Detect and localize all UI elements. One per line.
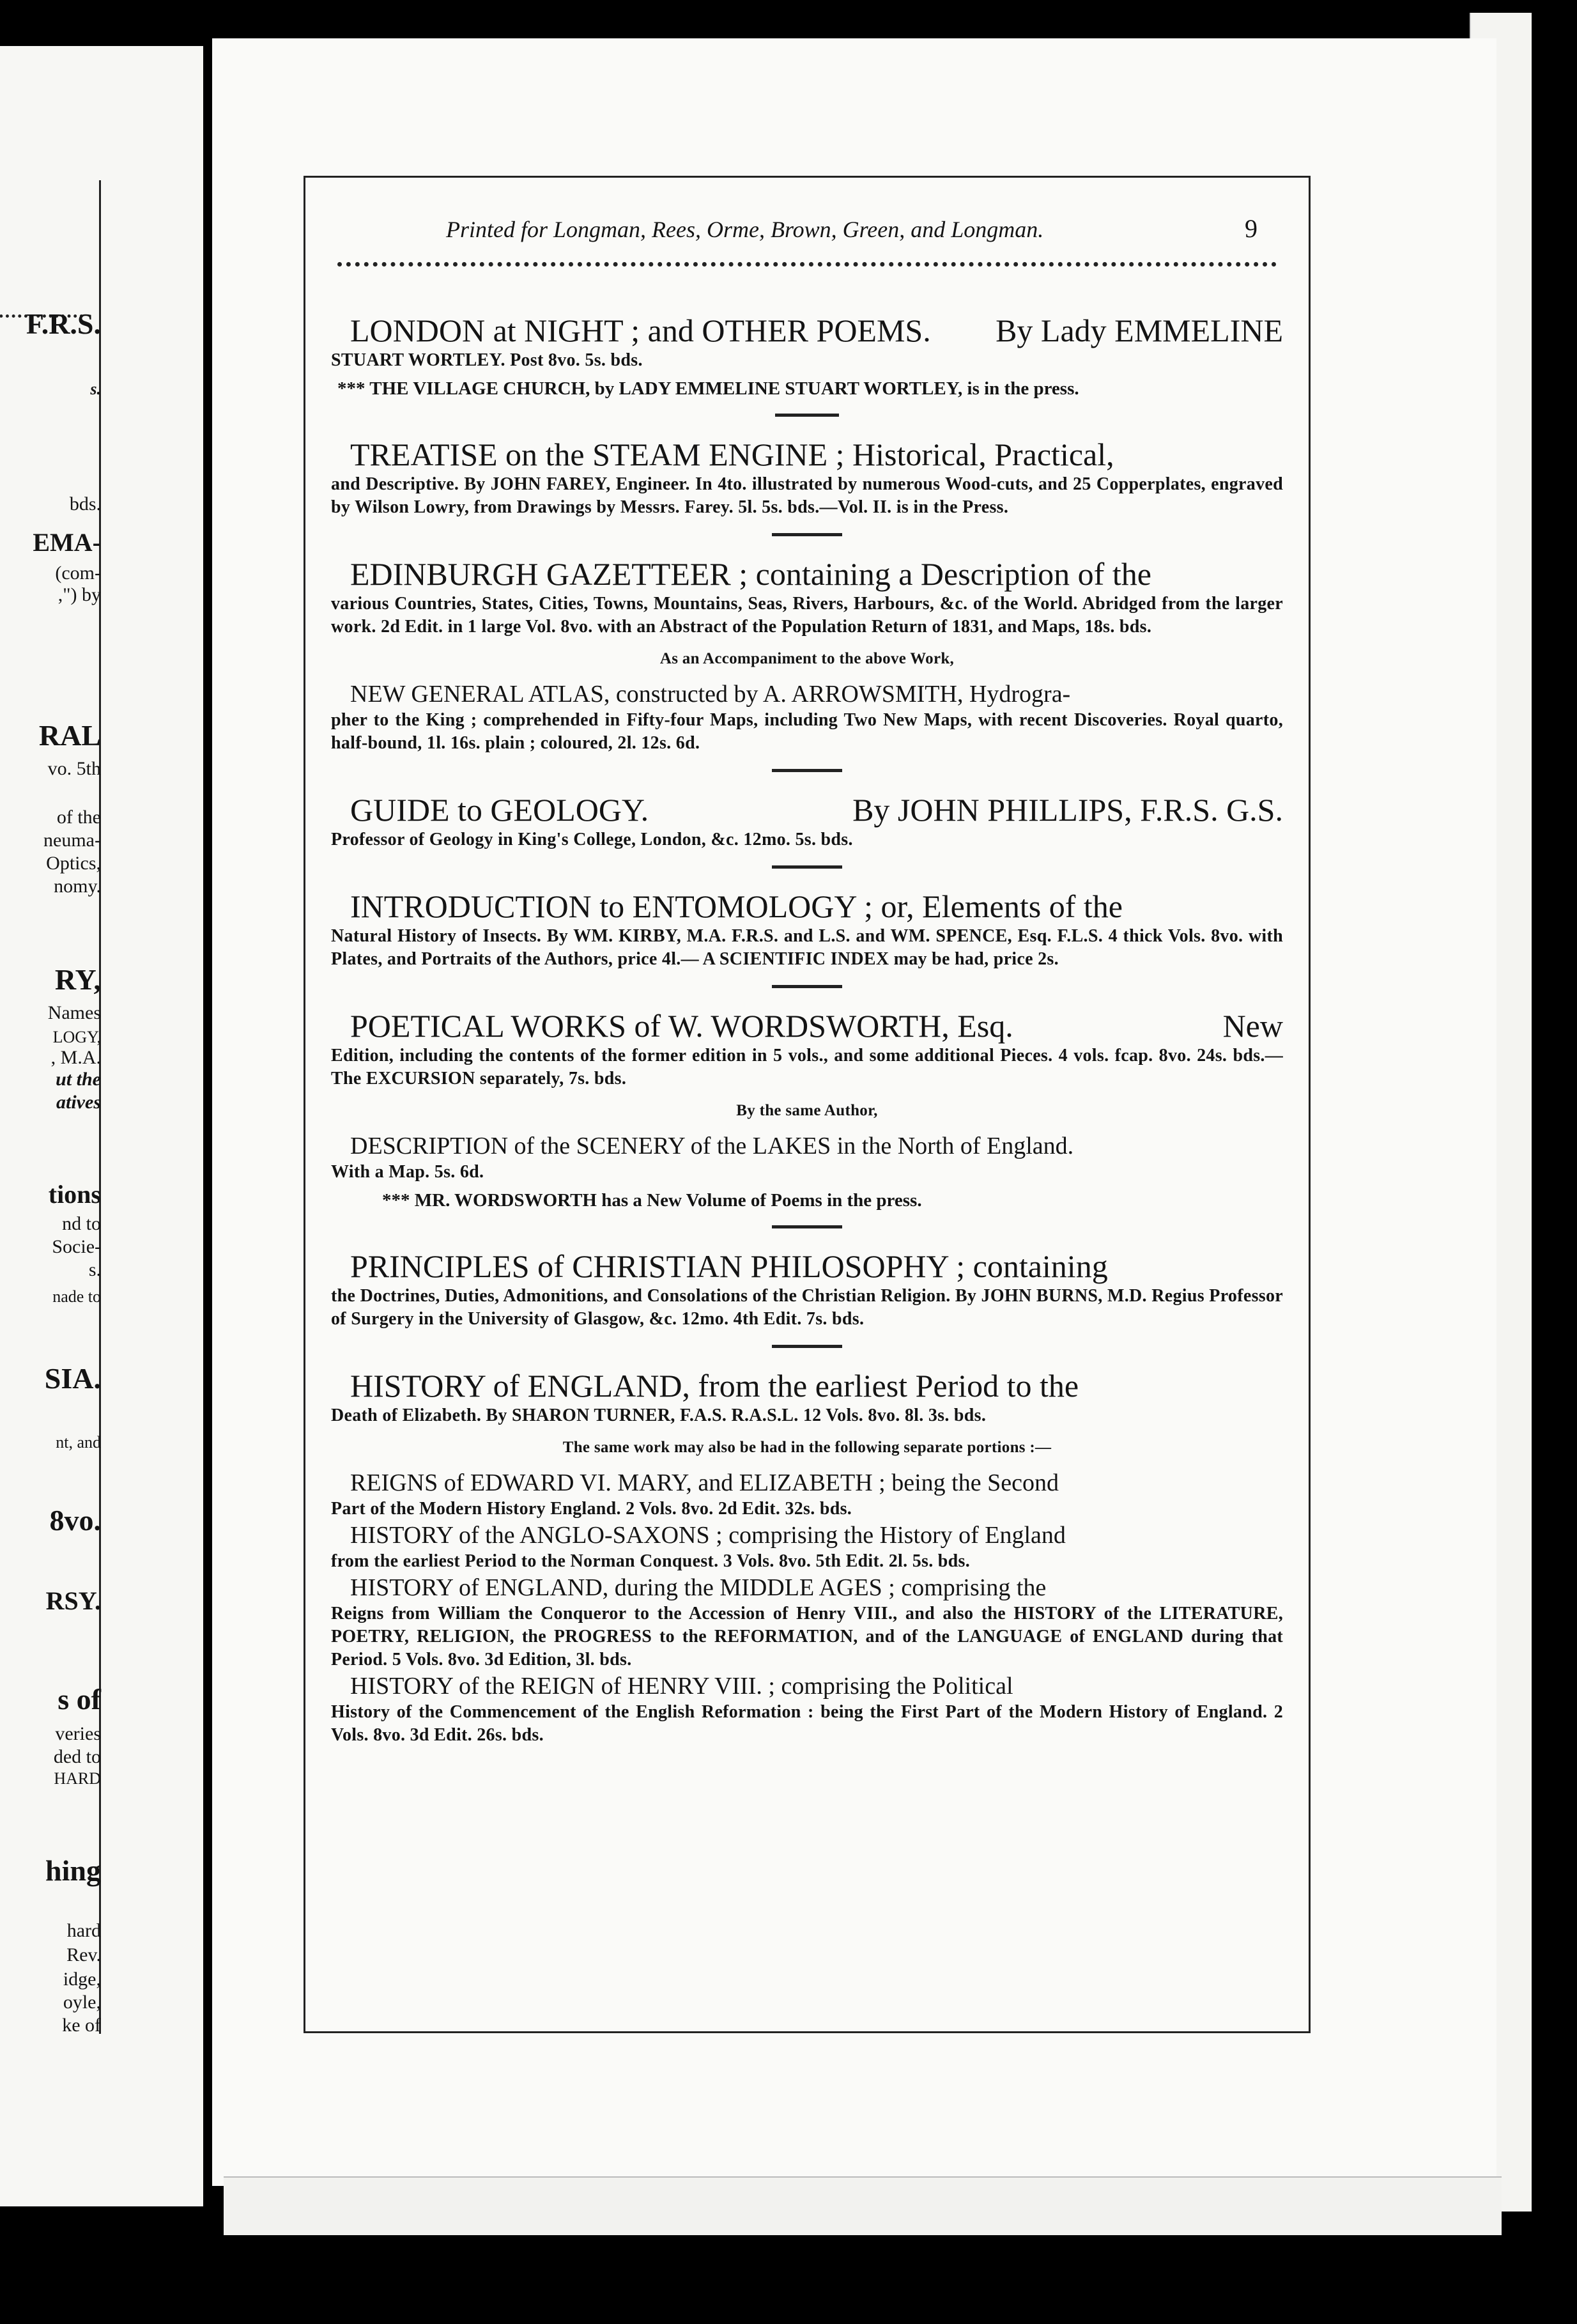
left-text: (com- (55, 562, 101, 584)
left-text: hing (45, 1854, 101, 1887)
entry-title-author: By JOHN PHILLIPS, F.R.S. G.S. (852, 792, 1283, 828)
entry-subtitle: DESCRIPTION of the SCENERY of the LAKES in the North of England. (350, 1133, 1074, 1159)
entry-title: TREATISE on the STEAM ENGINE ; Historical, Practical, (350, 437, 1114, 472)
entry-body: History of the Commencement of the English Reformation : being the First Part of the Modern History of England. 2 Vols. 8vo. 3d Edit. 26s. bds. (331, 1702, 1283, 1745)
ornamental-rule (337, 262, 1277, 267)
entry-body: pher to the King ; comprehended in Fifty-four Maps, including Two New Maps, with recent Discoveries. Royal quarto, half-bound, 1l. 16s. plain ; coloured, 2l. 12s. 6d. (331, 710, 1283, 753)
bottom-page-edge (224, 2176, 1502, 2235)
entry-body: Reigns from William the Conqueror to the Accession of Henry VIII., and also the HISTORY of the LITERATURE, POETRY, RELIGION, the PROGRESS to the REFORMATION, and of the LANGUAGE of ENGLAND during that Period. 5 Vols. 8vo. 3d Edition, 3l. bds. (331, 1604, 1283, 1669)
left-text: LOGY, (52, 1028, 101, 1046)
section-divider (772, 1345, 842, 1348)
entry-body: Edition, including the contents of the former edition in 5 vols., and some additional Pieces. 4 vols. fcap. 8vo. 24s. bds.—The EXCURSION separately, 7s. bds. (331, 1046, 1283, 1088)
entry-body: STUART WORTLEY. Post 8vo. 5s. bds. (331, 350, 643, 370)
section-divider (775, 414, 839, 417)
left-text: oyle, (63, 1992, 101, 2013)
left-text: s of (58, 1683, 101, 1716)
entry-subtitle: NEW GENERAL ATLAS, constructed by A. ARROWSMITH, Hydrogra- (350, 681, 1071, 708)
entry-note: *** MR. WORDSWORTH has a New Volume of Poems in the press. (382, 1190, 922, 1211)
left-text: , M.A. (50, 1047, 101, 1068)
section-divider (772, 985, 842, 988)
left-text: RSY. (45, 1586, 101, 1615)
left-text: bds. (69, 493, 101, 515)
entry-title-main: GUIDE to GEOLOGY. (350, 792, 649, 828)
entry-title-main: POETICAL WORKS of W. WORDSWORTH, Esq. (350, 1008, 1013, 1044)
left-text: nomy. (54, 876, 101, 897)
entry-title-main: LONDON at NIGHT ; and OTHER POEMS. (350, 313, 931, 348)
entry-subtitle: HISTORY of ENGLAND, during the MIDDLE AGES ; comprising the (350, 1574, 1047, 1601)
left-text: RAL (38, 719, 101, 752)
entry-subtitle: HISTORY of the REIGN of HENRY VIII. ; comprising the Political (350, 1673, 1013, 1700)
left-text: s. (90, 380, 101, 398)
entry-london-at-night (331, 312, 1283, 399)
entry-body: and Descriptive. By JOHN FAREY, Engineer. In 4to. illustrated by numerous Wood-cuts, and 25 Copperplates, engraved by Wilson Lowry, from Drawings by Messrs. Farey. 5l. 5s. bds.—Vol. II. is in the Press. (331, 474, 1283, 517)
left-text: s. (88, 1259, 101, 1280)
left-text: ded to (53, 1746, 101, 1767)
left-text: nd to (62, 1213, 101, 1234)
entry-wordsworth (331, 1007, 1283, 1211)
left-text: nt, and (56, 1433, 101, 1452)
entry-steam-engine (331, 436, 1283, 519)
left-text: Rev. (66, 1944, 101, 1965)
left-text: SIA. (44, 1362, 101, 1395)
entry-body: Part of the Modern History England. 2 Vols. 8vo. 2d Edit. 32s. bds. (331, 1499, 852, 1519)
entry-subtitle: REIGNS of EDWARD VI. MARY, and ELIZABETH ; being the Second (350, 1469, 1059, 1496)
entry-body: Natural History of Insects. By WM. KIRBY, M.A. F.R.S. and L.S. and WM. SPENCE, Esq. F.L.S. 4 thick Vols. 8vo. with Plates, and Portraits of the Authors, price 4l.— A SCIENTIFIC INDEX may be had, price 2s. (331, 926, 1283, 969)
entry-title: EDINBURGH GAZETTEER ; containing a Description of the (350, 556, 1151, 592)
entry-title (331, 791, 1283, 828)
left-text: RY, (54, 963, 101, 996)
left-text: ke of (62, 2015, 101, 2036)
left-text: neuma- (43, 830, 101, 851)
left-text: nade to (52, 1287, 101, 1306)
left-page-fragment (0, 46, 203, 2206)
left-text: atives (56, 1092, 101, 1113)
page-header (305, 216, 1309, 254)
entry-title: INTRODUCTION to ENTOMOLOGY ; or, Elements of the (350, 888, 1123, 924)
entry-body: Professor of Geology in King's College, London, &c. 12mo. 5s. bds. (331, 830, 853, 849)
advertisement-list (331, 312, 1283, 1747)
entry-body: With a Map. 5s. 6d. (331, 1162, 484, 1182)
entry-subtitle: HISTORY of the ANGLO-SAXONS ; comprising the History of England (350, 1522, 1066, 1549)
entry-christian-philosophy (331, 1248, 1283, 1331)
left-text: hard (66, 1920, 101, 1941)
entry-title: HISTORY of ENGLAND, from the earliest Period to the (350, 1368, 1079, 1404)
entry-subnote: The same work may also be had in the following separate portions :— (562, 1439, 1052, 1456)
left-text: 8vo. (49, 1504, 101, 1537)
left-text: F.R.S. (26, 307, 101, 340)
left-text: Names (47, 1002, 101, 1023)
entry-body: various Countries, States, Cities, Towns, Mountains, Seas, Rivers, Harbours, &c. of the World. Abridged from the larger work. 2d Edit. in 1 large Vol. 8vo. with an Abstract of the Population Return of 1831, and Maps, 18s. bds. (331, 594, 1283, 637)
left-text: idge, (63, 1969, 101, 1990)
left-text: ,") by (58, 584, 101, 605)
entry-body: Death of Elizabeth. By SHARON TURNER, F.A.S. R.A.S.L. 12 Vols. 8vo. 8l. 3s. bds. (331, 1406, 987, 1425)
left-text: tions (48, 1180, 101, 1209)
left-text: veries (55, 1723, 101, 1744)
section-divider (772, 865, 842, 869)
section-divider (772, 533, 842, 536)
advertisement-frame (304, 176, 1311, 2033)
section-divider (772, 1225, 842, 1228)
imprint-line: Printed for Longman, Rees, Orme, Brown, Green, and Longman. (446, 217, 1044, 242)
entry-title-author: By Lady EMMELINE (996, 313, 1283, 348)
entry-body: the Doctrines, Duties, Admonitions, and Consolations of the Christian Religion. By JOHN BURNS, M.D. Regius Professor of Surgery in the University of Glasgow, &c. 12mo. 4th Edit. 7s. bds. (331, 1286, 1283, 1329)
left-text: EMA- (33, 528, 101, 557)
entry-entomology (331, 888, 1283, 971)
entry-note: *** THE VILLAGE CHURCH, by LADY EMMELINE STUART WORTLEY, is in the press. (337, 378, 1079, 399)
entry-title (331, 1007, 1283, 1044)
entry-history-of-england (331, 1367, 1283, 1747)
left-text: of the (56, 807, 101, 828)
entry-title (331, 312, 1283, 349)
left-text: Optics, (46, 853, 101, 874)
entry-title: PRINCIPLES of CHRISTIAN PHILOSOPHY ; containing (350, 1248, 1108, 1284)
entry-title-edition: New (1222, 1008, 1283, 1044)
entry-subnote: As an Accompaniment to the above Work, (659, 650, 955, 667)
entry-guide-to-geology (331, 791, 1283, 851)
left-text: ut the (56, 1069, 101, 1090)
left-text: vo. 5th (47, 758, 101, 779)
entry-edinburgh-gazetteer (331, 555, 1283, 755)
entry-subnote: By the same Author, (736, 1102, 878, 1119)
left-text: Socie- (52, 1236, 101, 1257)
left-text: HARD (54, 1769, 101, 1788)
entry-body: from the earliest Period to the Norman Conquest. 3 Vols. 8vo. 5th Edit. 2l. 5s. bds. (331, 1551, 971, 1571)
page-number: 9 (1245, 214, 1258, 243)
section-divider (772, 769, 842, 772)
